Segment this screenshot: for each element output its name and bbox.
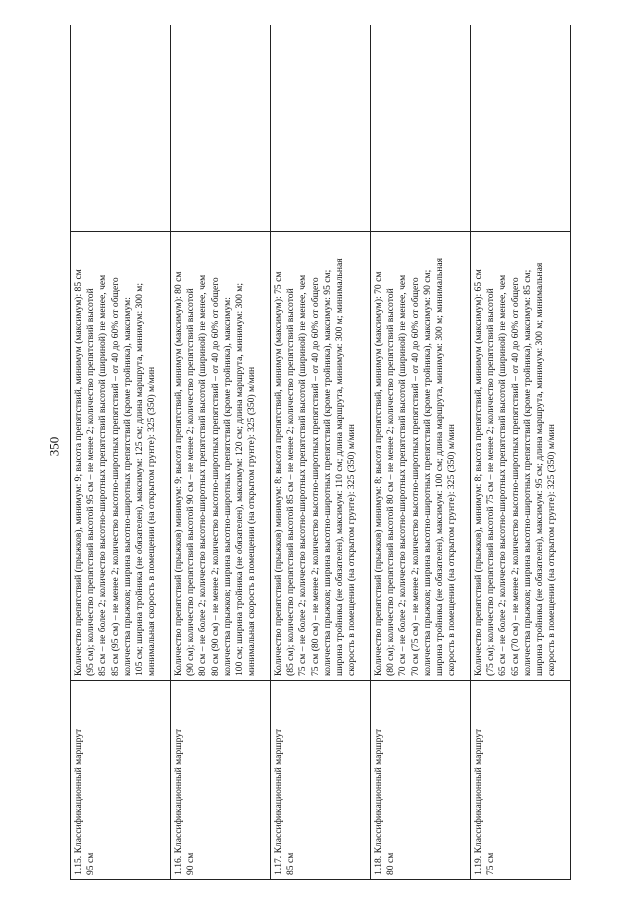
route-description-line: ширина тройника (не обязателен), максимум: 110 см; длина маршрута, минимум: 300 м; минимальная xyxy=(334,258,346,676)
route-description-line: 65 см – не более 2; количество высотно-широтных препятствий высотой (шириной) не менее, чем xyxy=(497,274,509,676)
empty-cell xyxy=(471,25,571,232)
route-description-line: количества прыжков; ширина высотно-широтных препятствий (кроме тройника), максимум: xyxy=(121,297,133,676)
route-name-line: 75 см xyxy=(485,852,497,875)
route-description-line: ширина тройника (не обязателен), максимум: 100 см; длина маршрута, минимум: 300 м; минимальная xyxy=(434,257,446,676)
route-name-line: 95 см xyxy=(85,852,97,875)
empty-cell xyxy=(271,25,371,232)
route-description-line: 70 см (75 см) – не менее 2; количество высотно-широтных препятствий – от 40 до 60% от общего xyxy=(409,277,421,676)
route-description-line: скорость в помещении (на открытом грунте): 325 (350) м/мин xyxy=(446,424,458,676)
route-description-line: 75 см (80 см) – не менее 2; количество высотно-широтных препятствий – от 40 до 60% от общего xyxy=(309,277,321,676)
route-description-line: (80 см); количество препятствий высотой 80 см – не менее 2; количество препятствий высотой xyxy=(385,288,397,676)
empty-cell xyxy=(371,25,471,232)
empty-cell xyxy=(171,25,271,232)
table-row xyxy=(471,25,571,880)
route-description-line: 85 см – не более 2; количество высотно-широтных препятствий высотой (шириной) не менее, чем xyxy=(97,274,109,676)
route-name-cell xyxy=(171,681,271,880)
route-description-line: 105 см; ширина тройника (не обязателен), максимум: 125 см; длина маршрута, минимум: 300 м; xyxy=(134,282,146,676)
route-description-line: Количество препятствий (прыжков), минимум: 8; высота препятствий, минимум (максимум): 65 см xyxy=(473,269,484,676)
route-name-cell xyxy=(371,681,471,880)
route-description-cell xyxy=(271,232,371,681)
table-row xyxy=(371,25,471,880)
route-description-line: 80 см (90 см) – не менее 2; количество высотно-широтных препятствий – от 40 до 60% от общего xyxy=(209,277,221,676)
route-name-line: 1.16. Классификационный маршрут xyxy=(173,728,184,875)
route-description-cell xyxy=(71,232,171,681)
route-description-line: количества прыжков; ширина высотно-широтных препятствий (кроме тройника), максимум: 85 см; xyxy=(521,269,533,676)
route-description-line: количества прыжков; ширина высотно-широтных препятствий (кроме тройника), максимум: 90 см; xyxy=(421,269,433,676)
route-name-line: 90 см xyxy=(185,852,197,875)
route-description-line: 75 см – не более 2; количество высотно-широтных препятствий высотой (шириной) не менее, чем xyxy=(297,274,309,676)
table-body xyxy=(71,25,571,880)
route-description-line: скорость в помещении (на открытом грунте): 325 (350) м/мин xyxy=(346,424,358,676)
route-description-line: скорость в помещении (на открытом грунте): 325 (350) м/мин xyxy=(546,424,558,676)
page-number: 350 xyxy=(46,436,62,457)
route-description-line: (90 см); количество препятствий высотой 90 см – не менее 2; количество препятствий высотой xyxy=(185,288,197,676)
table-row xyxy=(171,25,271,880)
route-description-cell xyxy=(171,232,271,681)
route-name-cell xyxy=(71,681,171,880)
route-name-line: 1.15. Классификационный маршрут xyxy=(73,728,84,875)
empty-cell xyxy=(71,25,171,232)
rotated-page-content xyxy=(70,25,640,880)
route-description-line: (95 см); количество препятствий высотой 95 см – не менее 2; количество препятствий высотой xyxy=(85,288,97,676)
route-description-cell xyxy=(371,232,471,681)
route-description-line: минимальная скорость в помещении (на открытом грунте): 325 (350) м/мин xyxy=(246,366,258,676)
route-description-cell xyxy=(471,232,571,681)
route-description-line: количества прыжков; ширина высотно-широтных препятствий (кроме тройника), максимум: xyxy=(221,297,233,676)
route-name-line: 80 см xyxy=(385,852,397,875)
route-description-line: 65 см (70 см) – не менее 2; количество высотно-широтных препятствий – от 40 до 60% от общего xyxy=(509,277,521,676)
route-name-line: 1.18. Классификационный маршрут xyxy=(373,728,384,875)
route-description-line: 100 см; ширина тройника (не обязателен), максимум: 120 см; длина маршрута, минимум: 300 м; xyxy=(234,282,246,676)
table-row xyxy=(271,25,371,880)
route-description-line: Количество препятствий (прыжков) минимум: 9; высота препятствий, минимум (максимум): 80 см xyxy=(173,271,184,676)
route-description-line: ширина тройника (не обязателен), максимум: 95 см; длина маршрута, минимум: 300 м; минимальная xyxy=(534,262,546,676)
table-container xyxy=(70,25,640,880)
route-description-line: (75 см); количество препятствий высотой 75 см – не менее 2; количество препятствий высотой xyxy=(485,288,497,676)
route-description-line: 70 см – не более 2; количество высотно-широтных препятствий высотой (шириной) не менее, чем xyxy=(397,274,409,676)
route-name-line: 1.17. Классификационный маршрут xyxy=(273,728,284,875)
route-description-line: минимальная скорость в помещении (на открытом грунте): 325 (350) м/мин xyxy=(146,366,158,676)
route-description-line: количества прыжков; ширина высотно-широтных препятствий (кроме тройника), максимум: 95 см; xyxy=(321,269,333,676)
route-description-line: 85 см (95 см) – не менее 2; количество высотно-широтных препятствий – от 40 до 60% от общего xyxy=(109,277,121,676)
route-description-line: 80 см – не более 2; количество высотно-широтных препятствий высотой (шириной) не менее, чем xyxy=(197,274,209,676)
route-name-cell xyxy=(471,681,571,880)
route-name-line: 85 см xyxy=(285,852,297,875)
table-row xyxy=(71,25,171,880)
route-description-line: (85 см); количество препятствий высотой 85 см – не менее 2; количество препятствий высотой xyxy=(285,288,297,676)
route-name-cell xyxy=(271,681,371,880)
route-description-line: Количество препятствий (прыжков) минимум: 8; высота препятствий, минимум (максимум): 75 см xyxy=(273,271,284,676)
classification-routes-table xyxy=(70,25,571,880)
route-description-line: Количество препятствий (прыжков), минимум: 9; высота препятствий, минимум (максимум): 85 см xyxy=(73,269,84,676)
route-description-line: Количество препятствий (прыжков) минимум: 8; высота препятствий, минимум (максимум): 70 см xyxy=(373,271,384,676)
route-name-line: 1.19. Классификационный маршрут xyxy=(473,728,484,875)
